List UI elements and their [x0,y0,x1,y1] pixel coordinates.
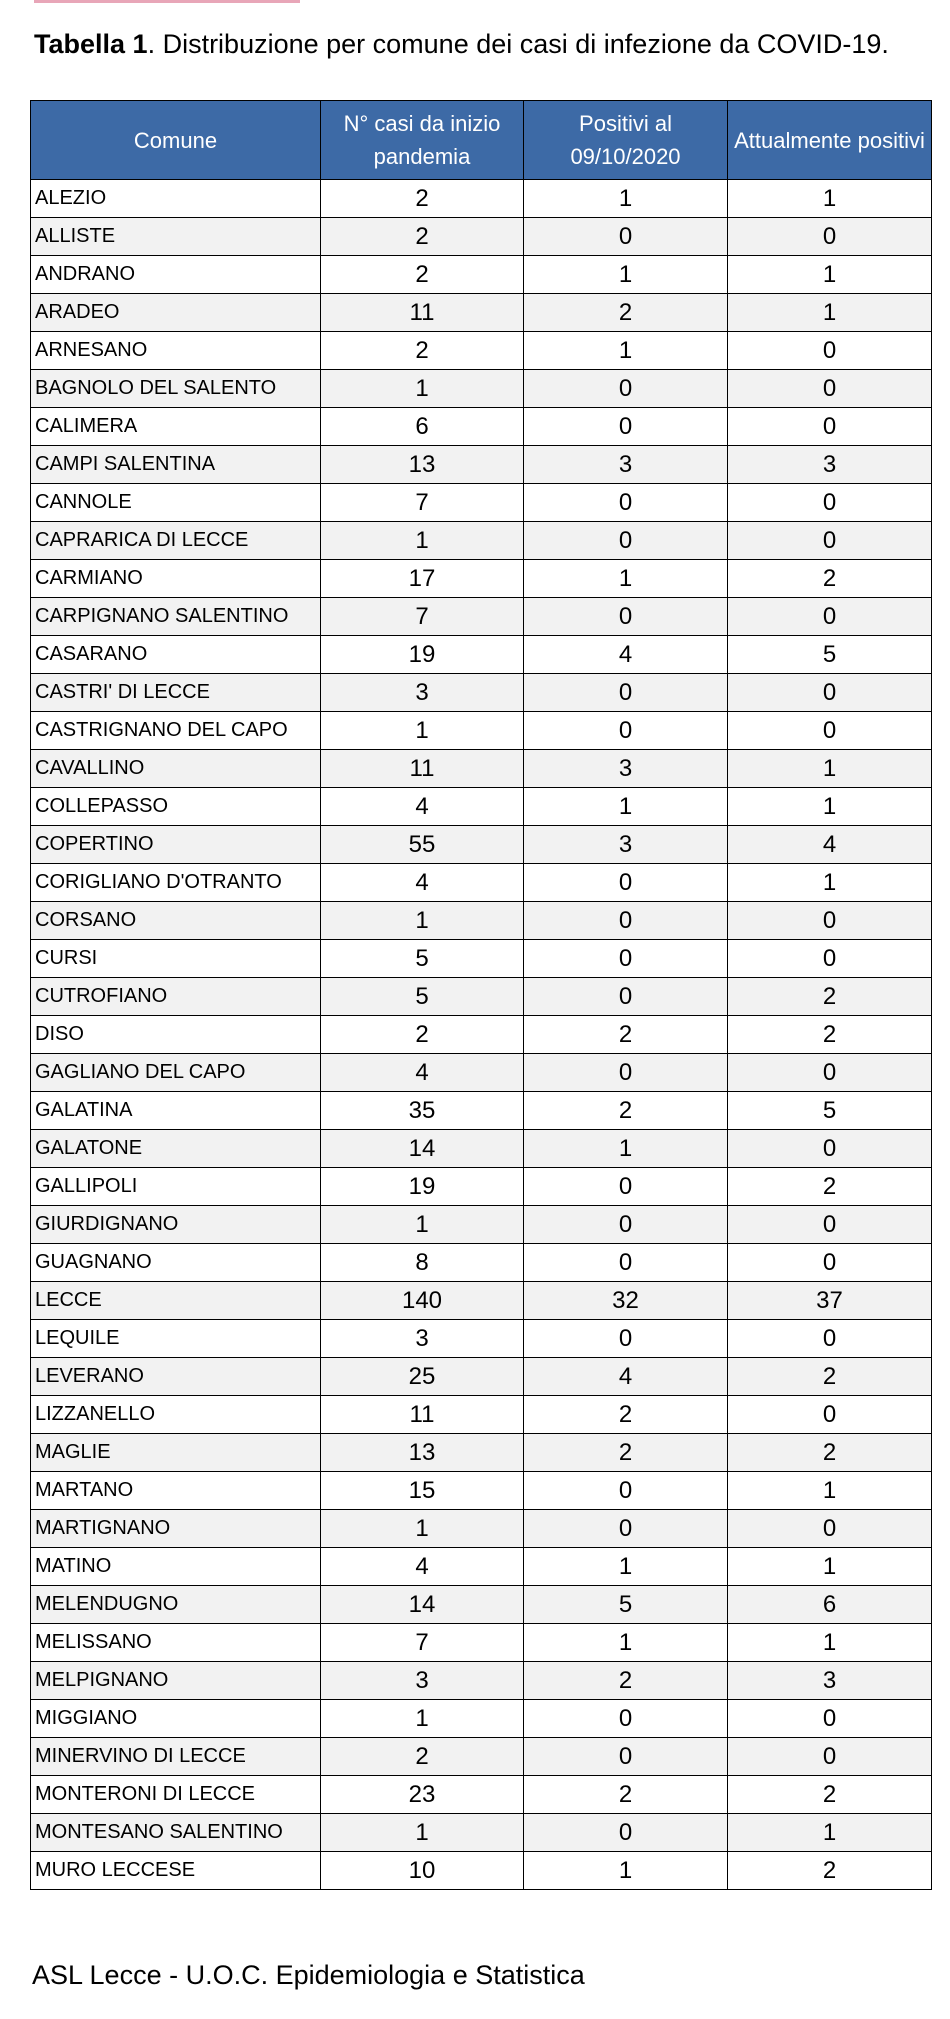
table-row [31,1814,932,1852]
cell-comune: MURO LECCESE [31,1852,321,1890]
cell-positivi: 1 [524,180,728,218]
cell-attuali: 3 [728,1662,932,1700]
table-row [31,560,932,598]
table-row [31,332,932,370]
table-row [31,484,932,522]
cell-positivi: 0 [524,902,728,940]
cell-casi: 3 [321,674,524,712]
cell-casi: 1 [321,1700,524,1738]
cell-casi: 5 [321,978,524,1016]
cell-comune: BAGNOLO DEL SALENTO [31,370,321,408]
cell-casi: 2 [321,180,524,218]
cell-comune: ALLISTE [31,218,321,256]
cell-casi: 2 [321,332,524,370]
cell-casi: 25 [321,1358,524,1396]
cell-comune: ALEZIO [31,180,321,218]
cell-comune: ARADEO [31,294,321,332]
cell-comune: CAVALLINO [31,750,321,788]
cell-positivi: 0 [524,1700,728,1738]
cell-attuali: 0 [728,1320,932,1358]
cell-positivi: 0 [524,1054,728,1092]
cell-attuali: 1 [728,1814,932,1852]
cell-casi: 7 [321,484,524,522]
table-row [31,522,932,560]
cell-comune: COLLEPASSO [31,788,321,826]
cell-positivi: 0 [524,408,728,446]
cell-attuali: 0 [728,674,932,712]
cell-attuali: 5 [728,1092,932,1130]
cell-comune: CASTRIGNANO DEL CAPO [31,712,321,750]
cell-comune: MAGLIE [31,1434,321,1472]
table-row [31,864,932,902]
table-row [31,1662,932,1700]
table-row [31,902,932,940]
cell-comune: CARMIANO [31,560,321,598]
cell-casi: 1 [321,1206,524,1244]
cell-comune: MARTANO [31,1472,321,1510]
cell-attuali: 0 [728,1396,932,1434]
table-row [31,1206,932,1244]
cell-attuali: 2 [728,1168,932,1206]
cell-positivi: 0 [524,864,728,902]
cell-attuali: 1 [728,256,932,294]
cell-positivi: 2 [524,1396,728,1434]
header-comune: Comune [31,101,321,180]
cell-positivi: 0 [524,978,728,1016]
cell-casi: 11 [321,294,524,332]
cell-casi: 23 [321,1776,524,1814]
cell-comune: CASTRI' DI LECCE [31,674,321,712]
cell-attuali: 1 [728,1548,932,1586]
cell-attuali: 4 [728,826,932,864]
cell-casi: 35 [321,1092,524,1130]
table-row [31,1624,932,1662]
cell-attuali: 1 [728,180,932,218]
cell-positivi: 5 [524,1586,728,1624]
cell-comune: MIGGIANO [31,1700,321,1738]
cell-positivi: 0 [524,1472,728,1510]
caption-label: Tabella 1 [34,29,148,59]
cell-casi: 11 [321,1396,524,1434]
cell-comune: MELPIGNANO [31,1662,321,1700]
cell-attuali: 0 [728,408,932,446]
cell-attuali: 0 [728,218,932,256]
cell-casi: 7 [321,1624,524,1662]
cell-comune: MONTERONI DI LECCE [31,1776,321,1814]
cell-attuali: 2 [728,1358,932,1396]
cell-comune: ARNESANO [31,332,321,370]
cell-casi: 2 [321,256,524,294]
table-body [31,180,932,1890]
table-row [31,1092,932,1130]
cell-casi: 1 [321,522,524,560]
cell-attuali: 5 [728,636,932,674]
table-row [31,940,932,978]
cell-attuali: 0 [728,1510,932,1548]
cell-positivi: 0 [524,1814,728,1852]
cell-comune: LEQUILE [31,1320,321,1358]
cell-comune: MELENDUGNO [31,1586,321,1624]
cell-casi: 17 [321,560,524,598]
cell-positivi: 2 [524,1016,728,1054]
cell-attuali: 0 [728,712,932,750]
table-row [31,1738,932,1776]
cell-comune: GUAGNANO [31,1244,321,1282]
table-row [31,1548,932,1586]
cell-comune: MINERVINO DI LECCE [31,1738,321,1776]
cell-attuali: 0 [728,902,932,940]
cell-comune: GALATONE [31,1130,321,1168]
table-row [31,1016,932,1054]
table-row [31,1434,932,1472]
cell-positivi: 2 [524,1434,728,1472]
cell-comune: CAPRARICA DI LECCE [31,522,321,560]
cell-attuali: 0 [728,1738,932,1776]
cell-attuali: 2 [728,560,932,598]
caption-text: . Distribuzione per comune dei casi di infezione da COVID-19. [147,29,889,59]
cell-attuali: 37 [728,1282,932,1320]
table-row [31,1130,932,1168]
table-row [31,674,932,712]
cell-comune: MONTESANO SALENTINO [31,1814,321,1852]
cell-casi: 13 [321,1434,524,1472]
table-row [31,1320,932,1358]
table-row [31,180,932,218]
cell-attuali: 0 [728,940,932,978]
table-row [31,370,932,408]
cell-casi: 2 [321,1738,524,1776]
cell-positivi: 0 [524,522,728,560]
cell-attuali: 2 [728,978,932,1016]
cell-casi: 3 [321,1662,524,1700]
cell-positivi: 4 [524,1358,728,1396]
cell-casi: 4 [321,1054,524,1092]
cell-positivi: 0 [524,1320,728,1358]
cell-casi: 4 [321,1548,524,1586]
cell-comune: GAGLIANO DEL CAPO [31,1054,321,1092]
cell-casi: 14 [321,1130,524,1168]
cell-attuali: 3 [728,446,932,484]
cell-attuali: 0 [728,1700,932,1738]
cell-positivi: 2 [524,1092,728,1130]
top-accent-line [34,0,300,3]
table-row [31,1168,932,1206]
table-row [31,1852,932,1890]
cell-positivi: 32 [524,1282,728,1320]
cell-comune: CAMPI SALENTINA [31,446,321,484]
table-row [31,826,932,864]
footer-source: ASL Lecce - U.O.C. Epidemiologia e Statistica [32,1960,585,1990]
cell-attuali: 2 [728,1434,932,1472]
cell-positivi: 0 [524,1738,728,1776]
table-row [31,978,932,1016]
cell-comune: CUTROFIANO [31,978,321,1016]
cell-comune: CASARANO [31,636,321,674]
cell-casi: 1 [321,712,524,750]
cell-attuali: 0 [728,1054,932,1092]
cell-positivi: 0 [524,674,728,712]
cell-casi: 4 [321,864,524,902]
table-row [31,1586,932,1624]
cell-attuali: 0 [728,522,932,560]
cell-casi: 15 [321,1472,524,1510]
table-row [31,294,932,332]
cell-casi: 1 [321,1510,524,1548]
cell-comune: LEVERANO [31,1358,321,1396]
table-row [31,1510,932,1548]
header-attualmente-positivi: Attualmente positivi [728,101,932,180]
covid-table-container [30,100,931,1890]
cell-positivi: 0 [524,484,728,522]
cell-casi: 19 [321,636,524,674]
cell-positivi: 1 [524,1130,728,1168]
cell-positivi: 1 [524,1548,728,1586]
table-row [31,256,932,294]
cell-attuali: 1 [728,294,932,332]
cell-comune: CORIGLIANO D'OTRANTO [31,864,321,902]
cell-attuali: 0 [728,370,932,408]
cell-comune: LIZZANELLO [31,1396,321,1434]
cell-positivi: 3 [524,446,728,484]
table-row [31,636,932,674]
cell-casi: 2 [321,1016,524,1054]
cell-positivi: 1 [524,1852,728,1890]
cell-positivi: 2 [524,294,728,332]
cell-casi: 13 [321,446,524,484]
cell-positivi: 1 [524,332,728,370]
cell-comune: DISO [31,1016,321,1054]
cell-comune: CARPIGNANO SALENTINO [31,598,321,636]
cell-casi: 11 [321,750,524,788]
cell-casi: 3 [321,1320,524,1358]
cell-positivi: 2 [524,1776,728,1814]
cell-attuali: 1 [728,1472,932,1510]
cell-comune: COPERTINO [31,826,321,864]
cell-casi: 10 [321,1852,524,1890]
cell-positivi: 0 [524,1168,728,1206]
table-row [31,712,932,750]
cell-attuali: 6 [728,1586,932,1624]
table-header-row [31,101,932,180]
table-row [31,446,932,484]
cell-comune: CORSANO [31,902,321,940]
cell-attuali: 1 [728,864,932,902]
table-row [31,750,932,788]
cell-comune: CANNOLE [31,484,321,522]
cell-positivi: 0 [524,1510,728,1548]
cell-positivi: 0 [524,1206,728,1244]
cell-positivi: 1 [524,256,728,294]
header-casi-inizio-pandemia: N° casi da inizio pandemia [321,101,524,180]
cell-attuali: 1 [728,750,932,788]
cell-attuali: 0 [728,598,932,636]
table-caption [34,24,889,64]
cell-comune: MATINO [31,1548,321,1586]
cell-positivi: 3 [524,826,728,864]
table-row [31,218,932,256]
cell-attuali: 0 [728,1244,932,1282]
table-row [31,788,932,826]
cell-positivi: 0 [524,940,728,978]
table-row [31,1358,932,1396]
cell-comune: MARTIGNANO [31,1510,321,1548]
cell-comune: GALATINA [31,1092,321,1130]
cell-comune: CALIMERA [31,408,321,446]
cell-casi: 5 [321,940,524,978]
cell-comune: CURSI [31,940,321,978]
cell-attuali: 0 [728,1206,932,1244]
cell-casi: 1 [321,1814,524,1852]
cell-positivi: 1 [524,1624,728,1662]
cell-positivi: 1 [524,560,728,598]
cell-attuali: 2 [728,1852,932,1890]
table-row [31,1282,932,1320]
cell-attuali: 0 [728,484,932,522]
cell-casi: 1 [321,370,524,408]
cell-attuali: 0 [728,1130,932,1168]
cell-casi: 4 [321,788,524,826]
cell-attuali: 1 [728,788,932,826]
cell-positivi: 3 [524,750,728,788]
cell-positivi: 4 [524,636,728,674]
cell-casi: 7 [321,598,524,636]
cell-casi: 140 [321,1282,524,1320]
cell-positivi: 0 [524,370,728,408]
cell-casi: 2 [321,218,524,256]
cell-attuali: 2 [728,1776,932,1814]
covid-cases-table [30,100,932,1890]
cell-casi: 55 [321,826,524,864]
cell-casi: 6 [321,408,524,446]
cell-positivi: 0 [524,218,728,256]
table-row [31,408,932,446]
table-row [31,1244,932,1282]
cell-casi: 1 [321,902,524,940]
cell-comune: GALLIPOLI [31,1168,321,1206]
table-row [31,1472,932,1510]
cell-positivi: 0 [524,1244,728,1282]
cell-comune: ANDRANO [31,256,321,294]
cell-casi: 19 [321,1168,524,1206]
cell-comune: LECCE [31,1282,321,1320]
cell-attuali: 2 [728,1016,932,1054]
table-row [31,1776,932,1814]
table-row [31,598,932,636]
cell-positivi: 0 [524,598,728,636]
cell-positivi: 0 [524,712,728,750]
cell-comune: MELISSANO [31,1624,321,1662]
cell-attuali: 0 [728,332,932,370]
cell-attuali: 1 [728,1624,932,1662]
cell-comune: GIURDIGNANO [31,1206,321,1244]
table-row [31,1054,932,1092]
cell-casi: 14 [321,1586,524,1624]
cell-positivi: 1 [524,788,728,826]
table-row [31,1396,932,1434]
header-positivi-al-data: Positivi al 09/10/2020 [524,101,728,180]
table-row [31,1700,932,1738]
cell-casi: 8 [321,1244,524,1282]
cell-positivi: 2 [524,1662,728,1700]
